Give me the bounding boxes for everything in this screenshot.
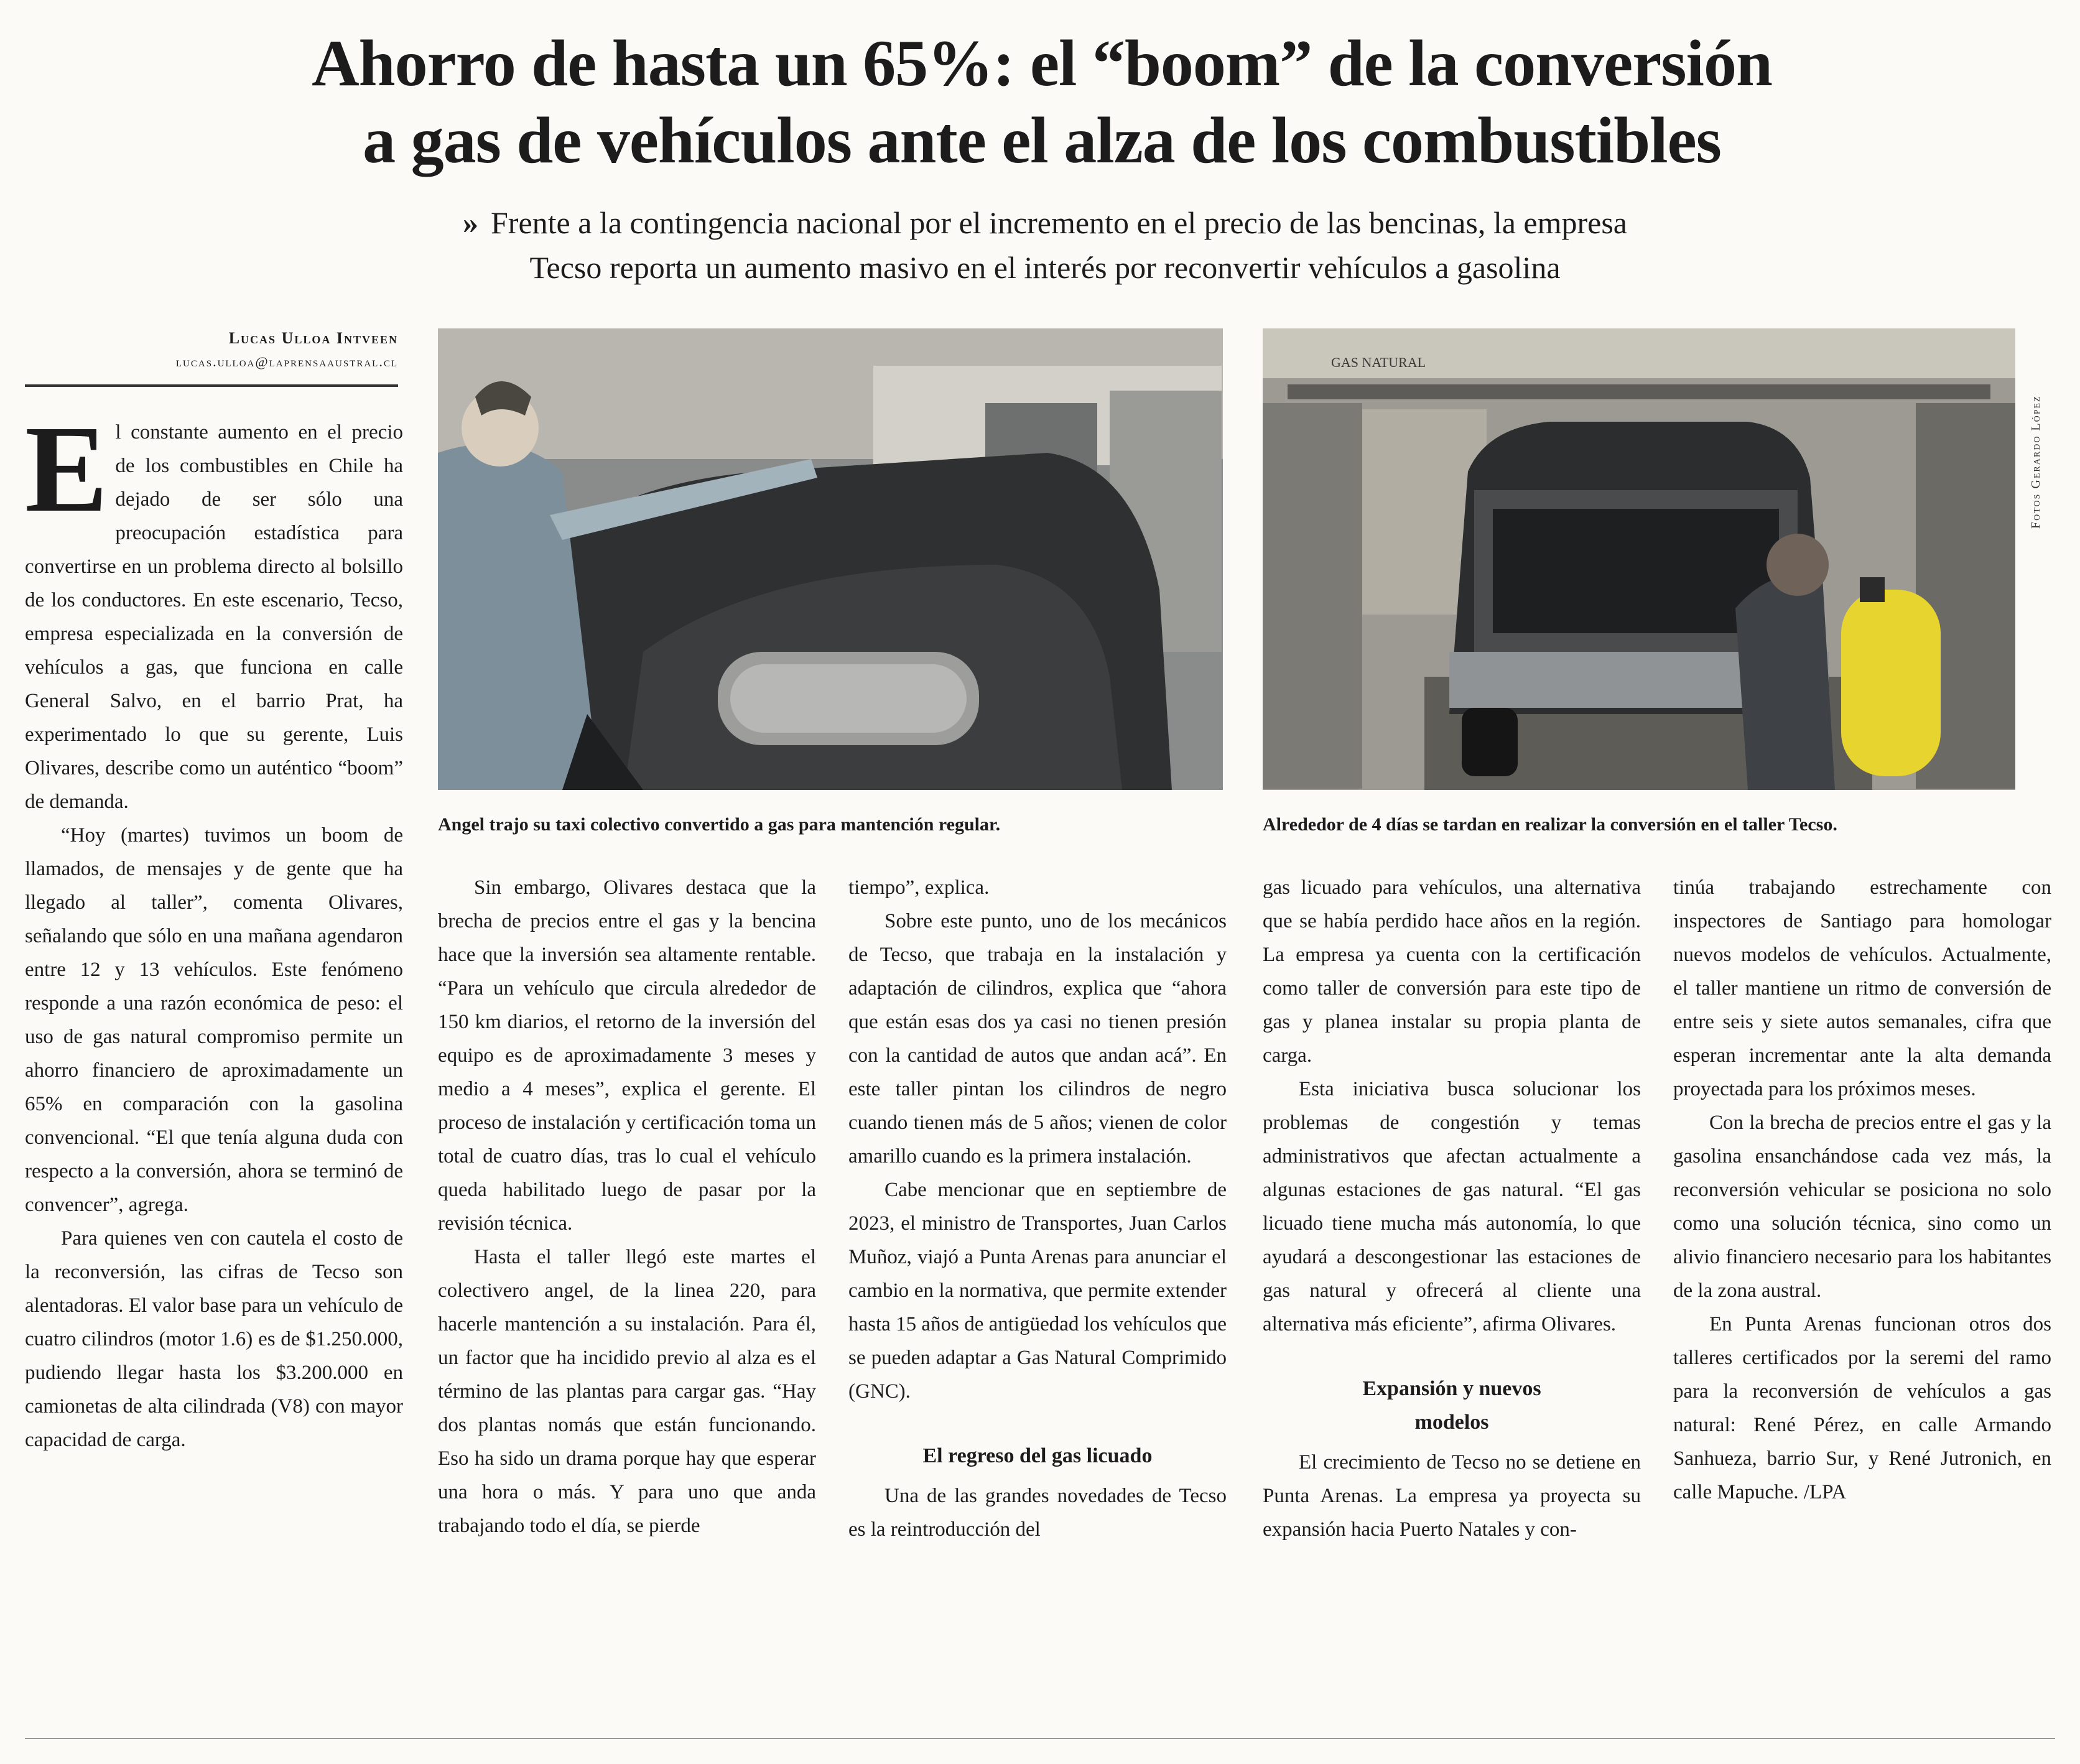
headline — [93, 25, 1990, 179]
paragraph: El crecimiento de Tecso no se detiene en Punta Arenas. La empresa ya proyecta su expansión hacia Puerto Natales y con- — [1263, 1451, 1641, 1541]
photo-sign-text: GAS NATURAL — [1331, 355, 1426, 370]
photo-pickup-workshop-image — [1263, 328, 2015, 790]
paragraph: “Hoy (martes) tuvimos un boom de llamados, de mensajes y de gente que ha llegado al taller”, comenta Olivares, señalando que sólo en una mañana agendaron entre 12 y 13 vehículos. Este fenómeno responde a una razón económica de peso: el uso de gas natural compromiso permite un ahorro financiero de aproximadamente un 65% en comparación con la gasolina convencional. “El que tenía alguna duda con respecto a la conversión, ahora se terminó de convencer”, agrega. — [25, 824, 403, 1216]
deck-line-2: Tecso reporta un aumento masivo en el interés por reconvertir vehículos a gasolina — [529, 250, 1561, 285]
photo-credit: Fotos Gerardo López — [2029, 395, 2043, 529]
paragraph: Hasta el taller llegó este martes el colectivero angel, de la linea 220, para hacerle mantención a su instalación. Para él, un factor que ha incidido previo al alza es el término de las plantas para cargar gas. “Hay dos plantas nomás que están funcionando. Eso ha sido un drama porque hay que esperar una hora o más. Y para uno que anda trabajando todo el día, se pierde — [438, 1246, 816, 1537]
paragraph: tinúa trabajando estrechamente con inspectores de Santiago para homologar nuevos modelos de vehículos. Actualmente, el taller mantiene un ritmo de conversión de entre seis y siete autos semanales, cifra que esperan incrementar ante la alta demanda proyectada para los próximos meses. — [1673, 876, 2051, 1100]
drop-cap: E — [25, 415, 108, 538]
headline-line-2: a gas de vehículos ante el alza de los combustibles — [363, 104, 1721, 177]
paragraph: Sobre este punto, uno de los mecánicos de Tecso, que trabaja en la instalación y adaptación de cilindros, explica que “ahora que están esas dos ya casi no tienen presión con la cantidad de autos que andan acá”. En este taller pintan los cilindros de negro cuando tienen más de 5 años; vienen de color amarillo cuando es la primera instalación. — [848, 910, 1227, 1167]
photo-pickup-workshop — [1263, 328, 2015, 790]
subheading-gas-licuado: El regreso del gas licuado — [922, 1444, 1153, 1467]
byline — [25, 326, 398, 373]
deck-arrow-icon: » — [463, 205, 478, 240]
subheading-expansion: Expansión y nuevos modelos — [1362, 1377, 1541, 1434]
byline-name: Lucas Ulloa Intveen — [228, 329, 398, 347]
photo-pickup-caption: Alrededor de 4 días se tardan en realizar la conversión en el taller Tecso. — [1263, 814, 1837, 835]
paragraph: Con la brecha de precios entre el gas y la gasolina ensanchándose cada vez más, la reconversión vehicular se posiciona no solo como una solución técnica, sino como un alivio financiero necesario para los habitantes de la zona austral. — [1673, 1112, 2051, 1302]
article-column-3 — [848, 871, 1227, 1729]
article-column-1 — [25, 415, 403, 1729]
subheadline — [261, 200, 1829, 290]
byline-divider — [25, 384, 398, 387]
bottom-divider — [25, 1738, 2055, 1739]
headline-line-1: Ahorro de hasta un 65%: el “boom” de la conversión — [312, 27, 1772, 100]
paragraph: Esta iniciativa busca solucionar los problemas de congestión y temas administrativos que afectan actualmente a algunas estaciones de gas natural. “El gas licuado tiene mucha más autonomía, lo que ayudará a descongestionar las estaciones de gas natural y ofrecerá al cliente una alternativa más eficiente”, afirma Olivares. — [1263, 1078, 1641, 1335]
deck-line-1: Frente a la contingencia nacional por el incremento en el precio de las bencinas, la empresa — [491, 205, 1627, 240]
paragraph: Para quienes ven con cautela el costo de la reconversión, las cifras de Tecso son alentadoras. El valor base para un vehículo de cuatro cilindros (motor 1.6) es de $1.250.000, pudiendo llegar hasta los $3.200.000 en camionetas de alta cilindrada (V8) con mayor capacidad de carga. — [25, 1227, 403, 1451]
paragraph: Sin embargo, Olivares destaca que la brecha de precios entre el gas y la bencina hace que la inversión sea altamente rentable. “Para un vehículo que circula alrededor de 150 km diarios, el retorno de la inversión del equipo es de aproximadamente 3 meses y medio a 4 meses”, explica el gerente. El proceso de instalación y certificación toma un total de cuatro días, tras lo cual el vehículo queda habilitado luego de pasar por la revisión técnica. — [438, 876, 816, 1235]
article-column-2 — [438, 871, 816, 1729]
byline-email: lucas.ulloa@laprensaaustral.cl — [175, 354, 398, 369]
paragraph: l constante aumento en el precio de los combustibles en Chile ha dejado de ser sólo una preocupación estadística para convertirse en un problema directo al bolsillo de los conductores. En este escenario, Tecso, empresa especializada en la conversión de vehículos a gas, que funciona en calle General Salvo, en el barrio Prat, ha experimentado lo que su gerente, Luis Olivares, describe como un auténtico “boom” de demanda. — [25, 421, 403, 813]
article-column-4 — [1263, 871, 1641, 1729]
paragraph: gas licuado para vehículos, una alternativa que se había perdido hace años en la región. La empresa ya cuenta con la certificación como taller de conversión para este tipo de gas y planea instalar su propia planta de carga. — [1263, 876, 1641, 1067]
paragraph: tiempo”, explica. — [848, 876, 990, 899]
photo-taxi-trunk-image — [438, 328, 1223, 790]
photo-taxi-caption: Angel trajo su taxi colectivo convertido a gas para mantención regular. — [438, 814, 1001, 835]
paragraph: Una de las grandes novedades de Tecso es la reintroducción del — [848, 1485, 1227, 1541]
photo-taxi-trunk — [438, 328, 1223, 790]
article-column-5 — [1673, 871, 2051, 1729]
paragraph: Cabe mencionar que en septiembre de 2023, el ministro de Transportes, Juan Carlos Muñoz, viajó a Punta Arenas para anunciar el cambio en la normativa, que permite extender hasta 15 años de antigüedad los vehículos que se pueden adaptar a Gas Natural Comprimido (GNC). — [848, 1179, 1227, 1403]
paragraph: En Punta Arenas funcionan otros dos talleres certificados por la seremi del ramo para la reconversión de vehículos a gas natural: René Pérez, en calle Armando Sanhueza, barrio Sur, y René Jutronich, en calle Mapuche. /LPA — [1673, 1313, 2051, 1503]
